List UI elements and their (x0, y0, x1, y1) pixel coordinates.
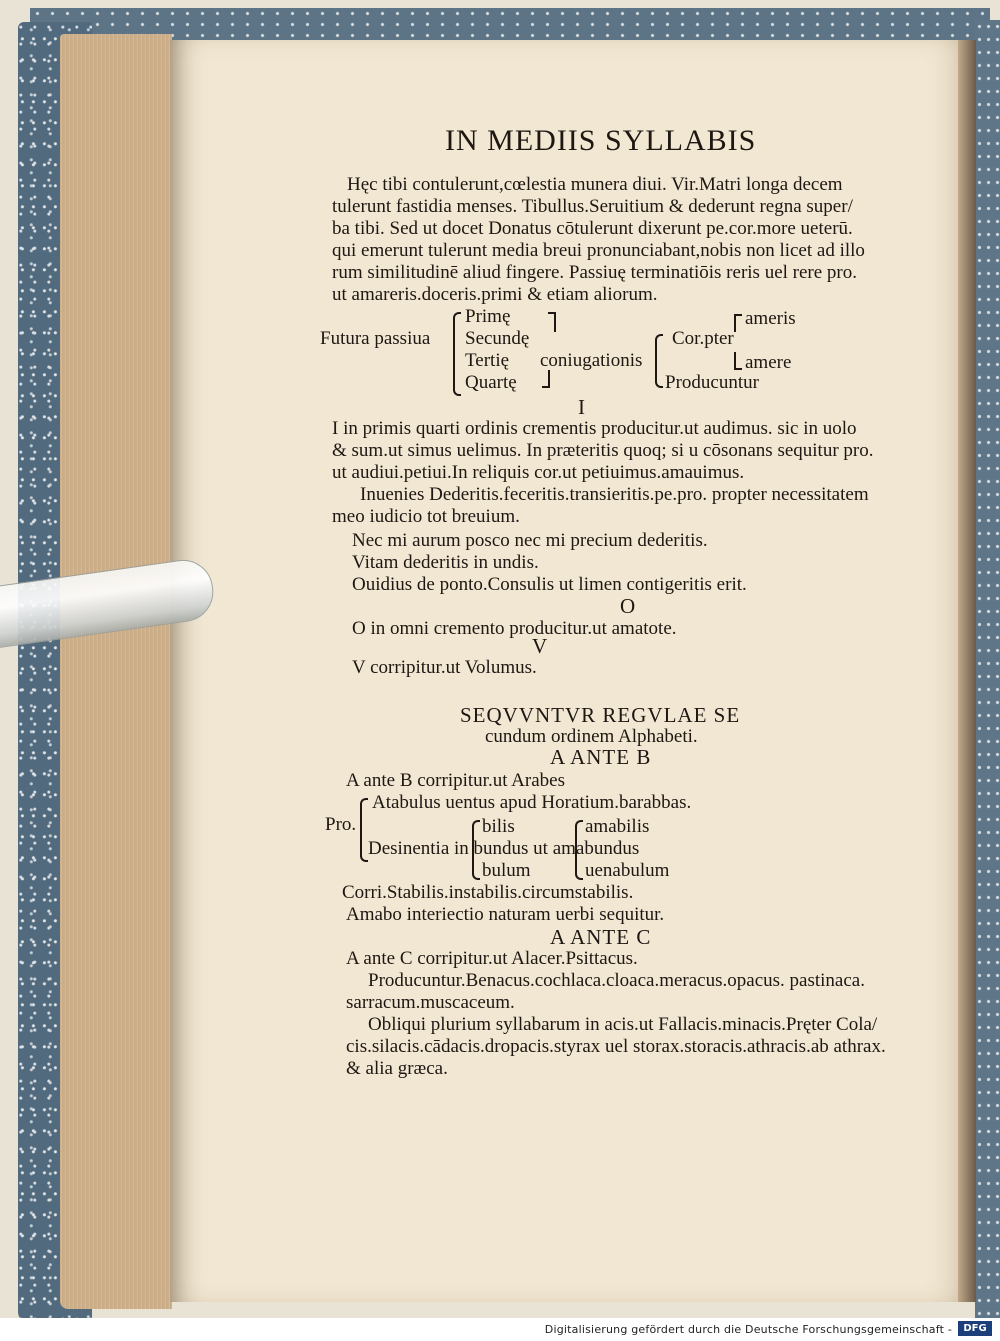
table-coniug: coniugationis (540, 350, 643, 371)
table-quarte: Quartę (465, 372, 517, 393)
text-line: ba tibi. Sed ut docet Donatus cōtulerunt dixerunt pe.cor.more ueterū. (332, 218, 853, 239)
table-tertie: Tertię (465, 350, 510, 371)
text-line: A ante B corripitur.ut Arabes (346, 770, 565, 791)
text-line: Producuntur.Benacus.cochlaca.cloaca.meracus.opacus. pastinaca. (368, 970, 865, 991)
brace (655, 334, 663, 388)
table-amere: amere (745, 352, 792, 373)
text-line: Ouidius de ponto.Consulis ut limen contigeritis erit. (352, 574, 747, 595)
book-cover-right (975, 20, 1000, 1318)
text-line: ut audiui.petiui.In reliquis cor.ut petiuimus.amauimus. (332, 462, 745, 483)
table-futura: Futura passiua (320, 328, 431, 349)
text-line: tulerunt fastidia menses. Tibullus.Seruitium & dederunt regna super/ (332, 196, 853, 217)
brace (360, 798, 368, 862)
page-edges (60, 34, 172, 1309)
text-line: Atabulus uentus apud Horatium.barabbas. (372, 792, 692, 813)
text-line: cis.silacis.cādacis.dropacis.styrax uel storax.storacis.athracis.ab athrax. (346, 1036, 886, 1057)
dfg-logo-icon[interactable]: DFG (958, 1321, 992, 1336)
text-line: & sum.ut simus uelimus. In præteritis quoq; si u cōsonans sequitur pro. (332, 440, 874, 461)
brace (453, 312, 461, 396)
text-line: ut amareris.doceris.primi & etiam aliorum. (332, 284, 658, 305)
text-line: Vitam dederitis in undis. (352, 552, 539, 573)
text-line: V corripitur.ut Volumus. (352, 657, 537, 678)
text-line: & alia græca. (346, 1058, 448, 1079)
text-pro: Pro. (325, 814, 357, 835)
text-line: Desinentia in bundus ut amabundus (368, 838, 640, 859)
page-gutter (958, 40, 976, 1302)
footer-credit: Digitalisierung gefördert durch die Deutsche Forschungsgemeinschaft - (544, 1323, 952, 1336)
brace (734, 314, 742, 332)
text-uenabulum: uenabulum (585, 860, 670, 881)
text-line: Inuenies Dederitis.feceritis.transieritis.pe.pro. propter necessitatem (360, 484, 869, 505)
text-line: I in primis quarti ordinis crementis producitur.ut audimus. sic in uolo (332, 418, 857, 439)
table-secunde: Secundę (465, 328, 530, 349)
rules-heading: SEQVVNTVR REGVLAE SE (460, 703, 741, 727)
section-heading-v: V (532, 634, 549, 658)
table-ameris: ameris (745, 308, 796, 329)
text-line: Nec mi aurum posco nec mi precium dederitis. (352, 530, 708, 551)
text-line: O in omni cremento producitur.ut amatote. (352, 618, 677, 639)
table-prime: Primę (465, 306, 511, 327)
section-heading-a-ante-b: A ANTE B (550, 745, 652, 769)
brace (575, 820, 583, 880)
text-line: sarracum.muscaceum. (346, 992, 515, 1013)
page-title: IN MEDIIS SYLLABIS (445, 124, 757, 157)
text-line: A ante C corripitur.ut Alacer.Psittacus. (346, 948, 638, 969)
rules-subheading: cundum ordinem Alphabeti. (485, 726, 698, 747)
brace (548, 312, 556, 332)
section-heading-a-ante-c: A ANTE C (550, 925, 652, 949)
section-heading-o: O (620, 594, 637, 618)
table-producuntur: Producuntur (665, 372, 759, 393)
text-line: Hęc tibi contulerunt,cœlestia munera diui. Vir.Matri longa decem (347, 174, 843, 195)
text-amabilis: amabilis (585, 816, 650, 837)
brace (734, 352, 742, 370)
text-bulum: bulum (482, 860, 531, 881)
footer-bar (0, 1318, 1000, 1341)
brace (472, 820, 480, 880)
book-cover-top (30, 8, 990, 42)
text-line: meo iudicio tot breuium. (332, 506, 520, 527)
text-line: qui emerunt tulerunt media breui pronunciabant,nobis non licet ad illo (332, 240, 865, 261)
text-bilis: bilis (482, 816, 515, 837)
text-line: Amabo interiectio naturam uerbi sequitur. (346, 904, 665, 925)
text-line: Obliqui plurium syllabarum in acis.ut Fallacis.minacis.Pręter Cola/ (368, 1014, 878, 1035)
text-line: rum similitudinē aliud fingere. Passiuę terminatiōis reris uel rere pro. (332, 262, 858, 283)
table-corpter: Cor.pter (672, 328, 734, 349)
brace (542, 370, 550, 388)
section-heading-i: I (578, 395, 586, 419)
text-line: Corri.Stabilis.instabilis.circumstabilis. (342, 882, 634, 903)
